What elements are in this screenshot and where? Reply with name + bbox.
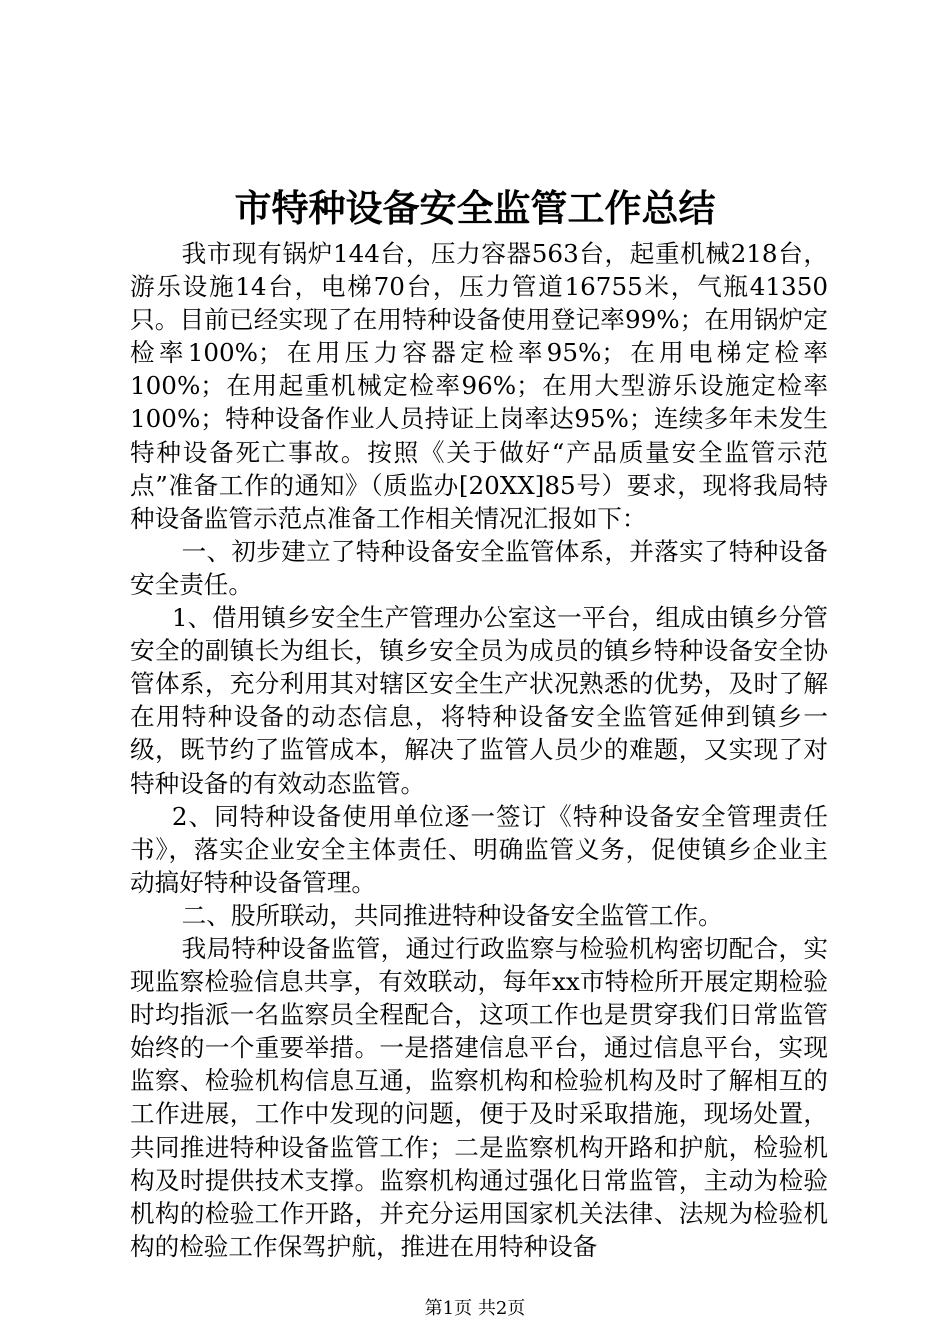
document-body (130, 237, 828, 1263)
paragraph-item-one: 1、借用镇乡安全生产管理办公室这一平台，组成由镇乡分管安全的副镇长为组长，镇乡安全员为成员的镇乡特种设备安全协管体系，充分利用其对辖区安全生产状况熟悉的优势，及时了解在用特种设备的动态信息，将特种设备安全监管延伸到镇乡一级，既节约了监管成本，解决了监管人员少的难题，又实现了对特种设备的有效动态监管。 (130, 603, 828, 798)
page-number-footer: 第1页 共2页 (424, 1298, 526, 1319)
document-title: 市特种设备安全监管工作总结 (234, 186, 716, 230)
paragraph-linkage: 我局特种设备监管，通过行政监察与检验机构密切配合，实现监察检验信息共享，有效联动，每年xx市特检所开展定期检验时均指派一名监察员全程配合，这项工作也是贯穿我们日常监管始终的一个重要举措。一是搭建信息平台，通过信息平台，实现监察、检验机构信息互通，监察机构和检验机构及时了解相互的工作进展，工作中发现的问题，便于及时采取措施，现场处置，共同推进特种设备监管工作；二是监察机构开路和护航，检验机构及时提供技术支撑。监察机构通过强化日常监管，主动为检验机构的检验工作开路，并充分运用国家机关法律、法规为检验机构的检验工作保驾护航，推进在用特种设备 (130, 933, 828, 1261)
section-heading-one: 一、初步建立了特种设备安全监管体系，并落实了特种设备安全责任。 (130, 536, 828, 599)
paragraph-intro: 我市现有锅炉144台，压力容器563台，起重机械218台，游乐设施14台，电梯70台，压力管道16755米，气瓶41350只。目前已经实现了在用特种设备使用登记率99%；在用锅炉定检率100%；在用压力容器定检率95%；在用电梯定检率100%；在用起重机械定检率96%；在用大型游乐设施定检率100%；特种设备作业人员持证上岗率达95%；连续多年未发生特种设备死亡事故。按照《关于做好“产品质量安全监管示范点”准备工作的通知》（质监办[20XX]85号）要求，现将我局特种设备监管示范点准备工作相关情况汇报如下： (130, 239, 828, 533)
section-heading-two: 二、股所联动，共同推进特种设备安全监管工作。 (181, 900, 723, 930)
paragraph-item-two: 2、同特种设备使用单位逐一签订《特种设备安全管理责任书》，落实企业安全主体责任、明确监管义务，促使镇乡企业主动搞好特种设备管理。 (130, 801, 828, 897)
